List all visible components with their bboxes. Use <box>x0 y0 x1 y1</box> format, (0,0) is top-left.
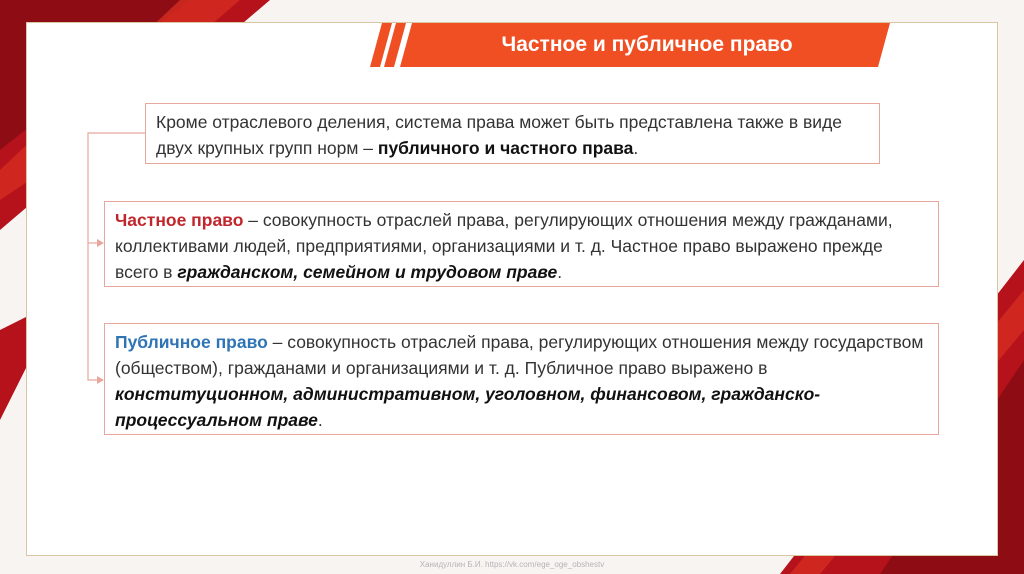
public-law-box <box>104 323 939 435</box>
public-law-end: . <box>317 410 323 430</box>
intro-emphasis: публичного и частного права <box>377 138 634 158</box>
private-law-box <box>104 201 939 287</box>
private-law-end: . <box>557 262 563 282</box>
footer-credit: Ханидуллин Б.И. https://vk.com/ege_oge_obshestv <box>419 560 605 569</box>
intro-text: Кроме отраслевого деления, система права может быть представлена также в виде двух крупных групп норм – <box>156 112 843 158</box>
private-law-text: – совокупность отраслей права, регулирующих отношения между гражданами, коллективами людей, предприятиями, организациями и т. д. Частное право выражено прежде всего в <box>115 210 893 282</box>
intro-box <box>145 103 880 164</box>
arrow-icon <box>97 376 104 384</box>
page-title: Частное и публичное право <box>501 33 793 56</box>
public-law-text: – совокупность отраслей права, регулирующих отношения между государством (обществом), гражданами и организациями и т. д. Публичное право выражено в <box>115 332 924 378</box>
public-law-term: Публичное право <box>115 332 268 352</box>
private-law-emphasis: гражданском, семейном и трудовом праве <box>177 262 558 282</box>
public-law-emphasis: конституционном, административном, уголовном, финансовом, гражданско-процессуальном праве <box>115 384 821 430</box>
private-law-term: Частное право <box>115 210 244 230</box>
arrow-icon <box>97 239 104 247</box>
intro-end: . <box>633 138 639 158</box>
